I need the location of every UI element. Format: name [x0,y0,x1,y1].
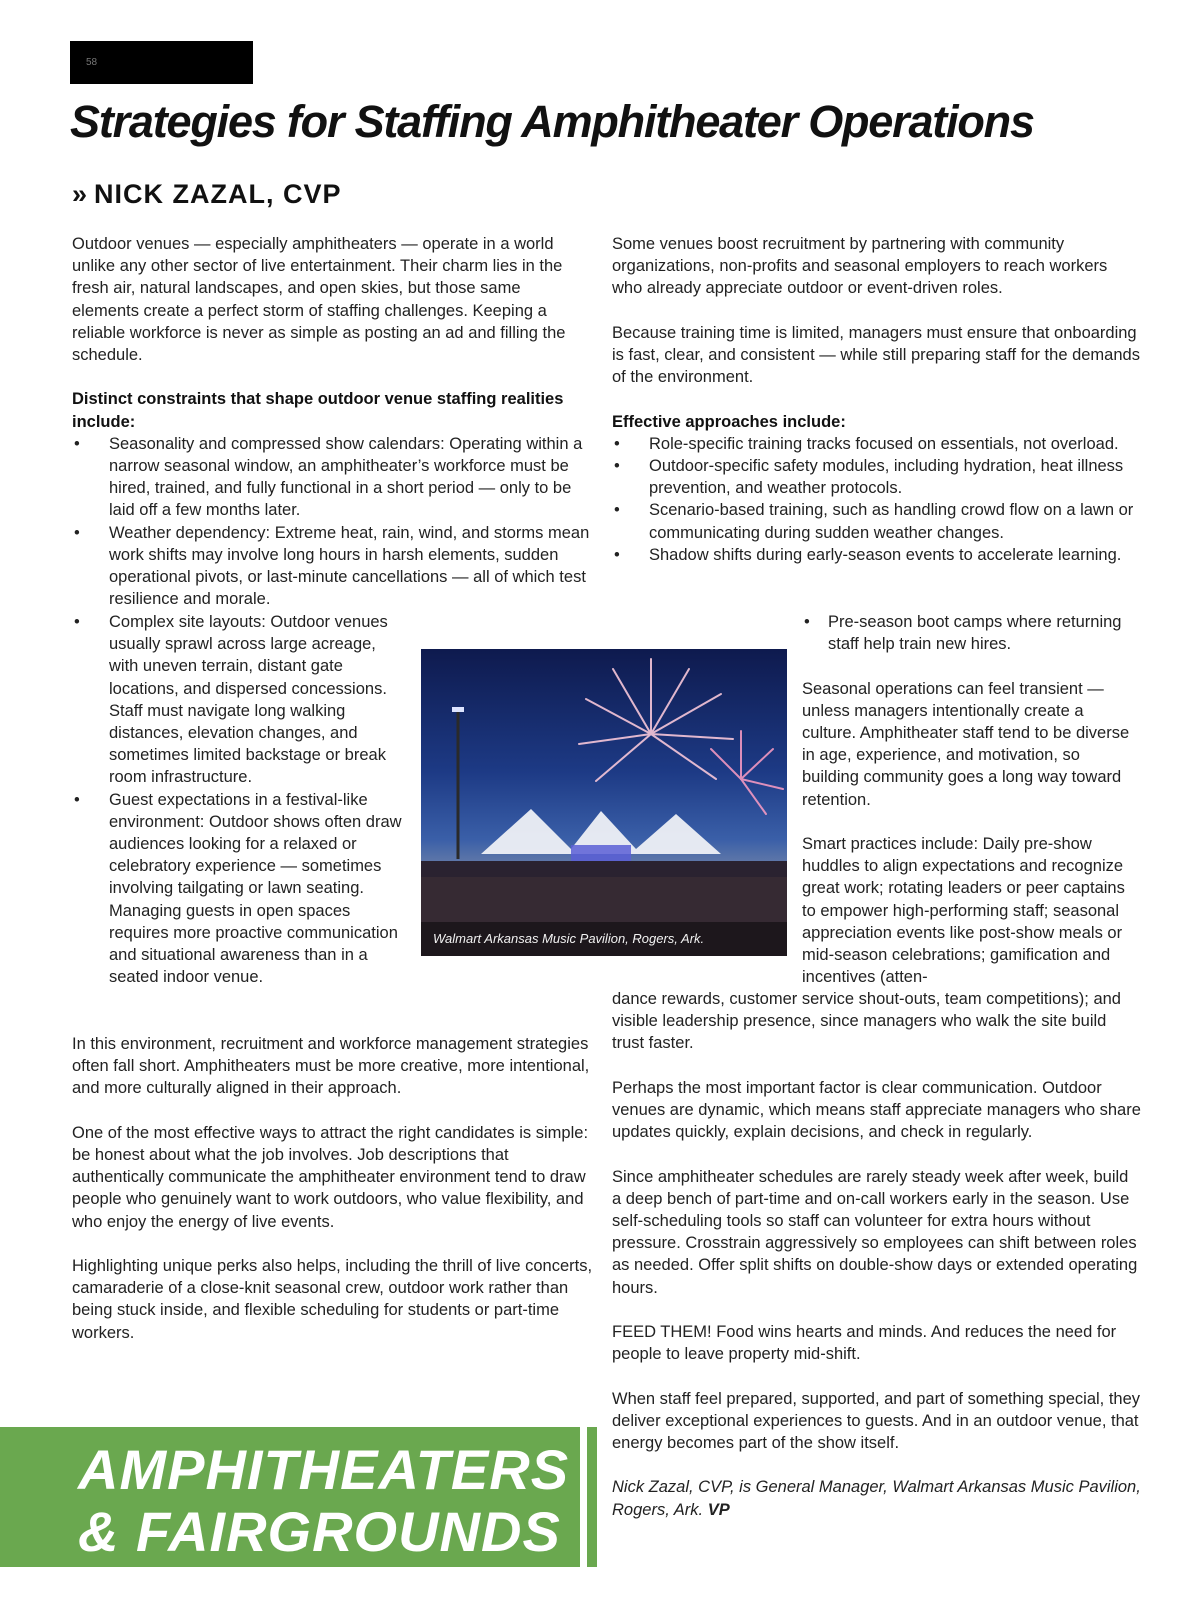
byline-author: NICK ZAZAL, CVP [94,179,342,209]
right-column-narrow [802,611,1137,988]
section-band-line1: AMPHITHEATERS [78,1438,570,1501]
approaches-heading: Effective approaches include: [612,412,846,431]
right-column-top [612,233,1142,566]
honest-paragraph: One of the most effective ways to attract the right candidates is simple: be honest about what the job involves. Job descriptions that authentically communicate the amphitheater environment tend to draw people who genuinely want to work outdoors, who value flexibility, and who enjoy the energy of live events. [72,1123,589,1231]
culture-paragraph: Seasonal operations can feel transient — unless managers intentionally create a culture. Amphitheater staff tend to be diverse in age, experience, and motivation, so building community goes a long way toward retention. [802,679,1130,809]
byline [72,179,342,210]
list-item: • Seasonality and compressed show calendars: Operating within a narrow seasonal window, an amphitheater’s workforce must be hired, trained, and fully functional in a short period — only to be laid off a few months later. [72,433,592,522]
page-number-tab [70,41,253,84]
list-item: • Complex site layouts: Outdoor venues usually sprawl across large acreage, with uneven terrain, distant gate locations, and dispersed concessions. Staff must navigate long walking distances, elevation changes, and sometimes limited backstage or break room infrastructure. [72,611,407,789]
author-bio-text: Nick Zazal, CVP, is General Manager, Walmart Arkansas Music Pavilion, Rogers, Ark. [612,1478,1141,1519]
right-column-bottom [612,988,1142,1543]
constraints-heading: Distinct constraints that shape outdoor venue staffing realities include: [72,390,564,431]
section-band-divider [587,1427,597,1567]
author-bio [612,1476,1142,1520]
section-band [0,1427,580,1567]
list-item: • Shadow shifts during early-season events to accelerate learning. [612,544,1142,566]
approaches-list [612,433,1142,566]
page-number: 58 [86,57,98,68]
photo-caption: Walmart Arkansas Music Pavilion, Rogers, Ark. [421,922,787,956]
left-column-bottom [72,1033,602,1366]
intro-paragraph: Outdoor venues — especially amphitheaters — operate in a world unlike any other sector of live entertainment. Their charm lies in the fresh air, natural landscapes, and open skies, but those same elements create a perfect storm of staffing challenges. Keeping a reliable workforce is never as simple as posting an ad and filling the schedule. [72,235,566,365]
perks-paragraph: Highlighting unique perks also helps, including the thrill of live concerts, camaraderie of a close-knit seasonal crew, outdoor work rather than being stuck inside, and flexible scheduling for students or part-time workers. [72,1257,593,1342]
list-item: • Pre-season boot camps where returning staff help train new hires. [802,611,1137,655]
bench-paragraph: Since amphitheater schedules are rarely steady week after week, build a deep bench of part-time and on-call workers early in the season. Use self-scheduling tools so staff can volunteer for extra hours without pressure. Crosstrain aggressively so employees can shift between roles as needed. Offer split shifts on double-show days or extended operating hours. [612,1167,1138,1297]
list-item: • Guest expectations in a festival-like environment: Outdoor shows often draw audiences looking for a relaxed or celebratory experience — sometimes involving tailgating or lawn seating. Managing guests in open spaces requires more proactive communication and situational awareness than in a seated indoor venue. [72,789,407,989]
section-band-line2: & FAIRGROUNDS [78,1500,561,1563]
list-item: • Weather dependency: Extreme heat, rain, wind, and storms mean work shifts may involve long hours in harsh elements, sudden operational pivots, or last-minute cancellations — all of which test resilience and morale. [72,522,592,611]
training-paragraph: Because training time is limited, managers must ensure that onboarding is fast, clear, and consistent — while still preparing staff for the demands of the environment. [612,323,1140,387]
fireworks-illustration [421,649,787,956]
end-mark: VP [707,1500,730,1519]
smart-practices-continued: dance rewards, customer service shout-outs, team competitions); and visible leadership presence, since managers who walk the site build trust faster. [612,990,1121,1053]
chevron-right-icon: » [72,179,89,209]
closing-paragraph: When staff feel prepared, supported, and part of something special, they deliver exceptional experiences to guests. And in an outdoor venue, that energy becomes part of the show itself. [612,1389,1141,1452]
left-column-top [72,233,592,610]
list-item: • Outdoor-specific safety modules, including hydration, heat illness prevention, and weather protocols. [612,455,1142,499]
article-title: Strategies for Staffing Amphitheater Operations [70,96,1034,147]
bootcamp-list [802,611,1137,655]
venue-photo [421,649,787,956]
list-item: • Role-specific training tracks focused on essentials, not overload. [612,433,1142,455]
partner-paragraph: Some venues boost recruitment by partnering with community organizations, non-profits and seasonal employers to reach workers who already appreciate outdoor or event-driven roles. [612,235,1108,298]
list-item: • Scenario-based training, such as handling crowd flow on a lawn or communicating during sudden weather changes. [612,499,1142,543]
constraints-list-continued [72,611,407,988]
communication-paragraph: Perhaps the most important factor is clear communication. Outdoor venues are dynamic, which means staff appreciate managers who share updates quickly, explain decisions, and check in regularly. [612,1078,1141,1142]
constraints-list [72,433,592,611]
left-column-narrow [72,611,407,988]
smart-practices-paragraph: Smart practices include: Daily pre-show huddles to align expectations and recognize great work; rotating leaders or peer captains to empower high-performing staff; seasonal appreciation events like post-show meals or mid-season celebrations; gamification and incentives (atten- [802,835,1125,987]
environment-paragraph: In this environment, recruitment and workforce management strategies often fall short. Amphitheaters must be more creative, more intentional, and more culturally aligned in their approach. [72,1035,590,1098]
feed-paragraph: FEED THEM! Food wins hearts and minds. And reduces the need for people to leave property mid-shift. [612,1323,1117,1364]
